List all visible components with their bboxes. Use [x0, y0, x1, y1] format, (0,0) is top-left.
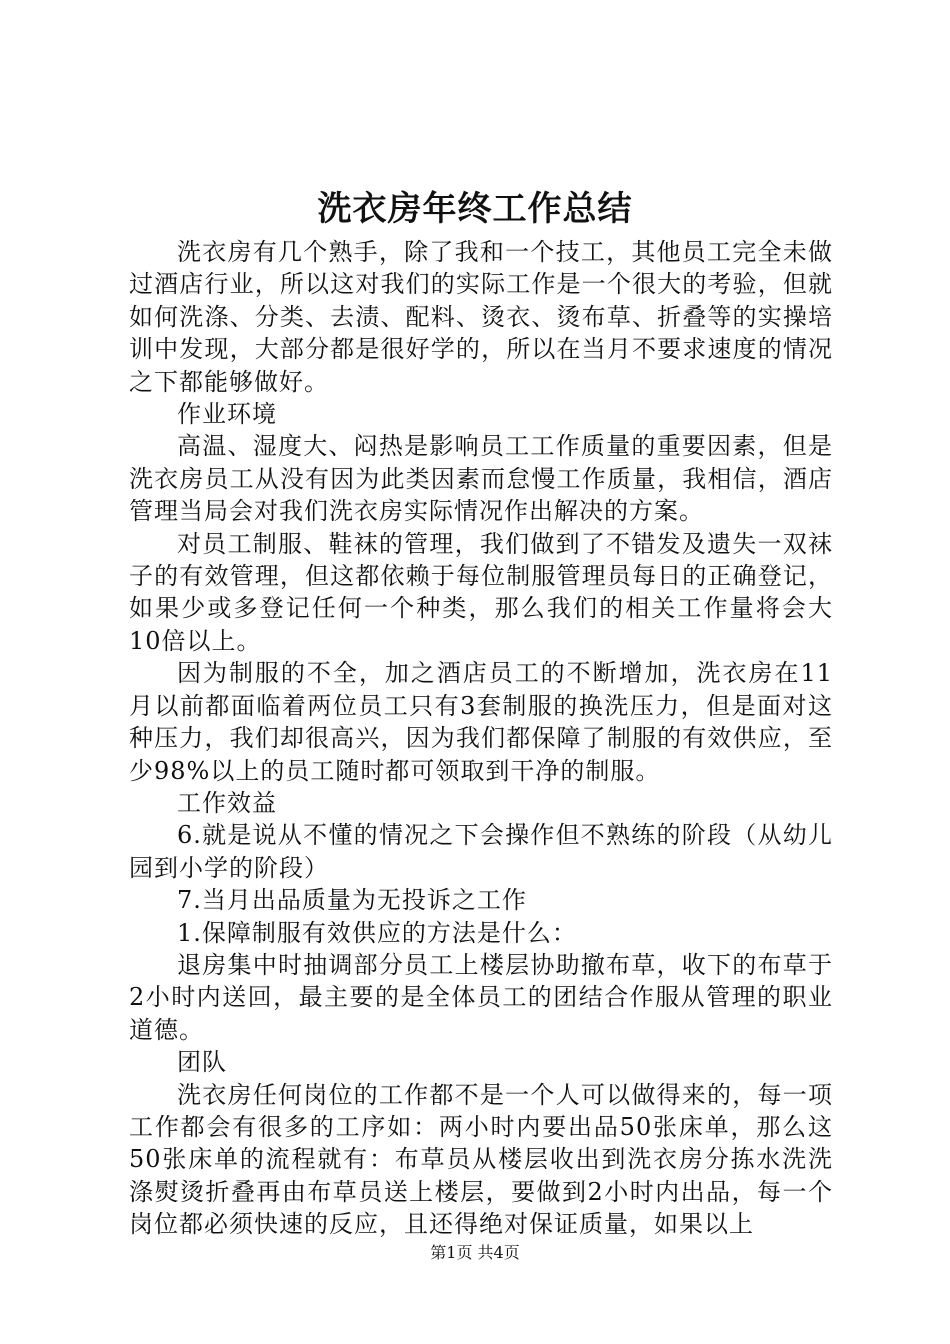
- section-heading-benefits: 工作效益: [177, 788, 277, 817]
- paragraph-environment: 高温、湿度大、闷热是影响员工工作质量的重要因素，但是洗衣房员工从没有因为此类因素而怠慢工作质量，我相信，酒店管理当局会对我们洗衣房实际情况作出解决的方案。: [129, 432, 833, 526]
- list-item-6: 6.就是说从不懂的情况之下会操作但不熟练的阶段（从幼儿园到小学的阶段）: [129, 821, 833, 882]
- document-title: 洗衣房年终工作总结: [317, 189, 633, 229]
- paragraph-checkout: 退房集中时抽调部分员工上楼层协助撤布草，收下的布草于2小时内送回，最主要的是全体员工的团结合作服从管理的职业道德。: [129, 950, 833, 1044]
- list-item-1: 1.保障制服有效供应的方法是什么：: [177, 918, 577, 947]
- document-body: [129, 236, 833, 1241]
- paragraph-uniform-supply: 因为制服的不全，加之酒店员工的不断增加，洗衣房在11月以前都面临着两位员工只有3套制服的换洗压力，但是面对这种压力，我们却很高兴，因为我们都保障了制服的有效供应，至少98%以上的员工随时都可领取到干净的制服。: [129, 659, 833, 785]
- paragraph-intro: 洗衣房有几个熟手，除了我和一个技工，其他员工完全未做过酒店行业，所以这对我们的实际工作是一个很大的考验，但就如何洗涤、分类、去渍、配料、烫衣、烫布草、折叠等的实操培训中发现，大部分都是很好学的，所以在当月不要求速度的情况之下都能够做好。: [129, 238, 833, 396]
- paragraph-uniform-management: 对员工制服、鞋袜的管理，我们做到了不错发及遗失一双袜子的有效管理，但这都依赖于每位制服管理员每日的正确登记，如果少或多登记任何一个种类，那么我们的相关工作量将会大10倍以上。: [129, 529, 833, 655]
- paragraph-team: 洗衣房任何岗位的工作都不是一个人可以做得来的，每一项工作都会有很多的工序如：两小时内要出品50张床单，那么这50张床单的流程就有：布草员从楼层收出到洗衣房分拣水洗洗涤熨烫折叠再由布草员送上楼层，要做到2小时内出品，每一个岗位都必须快速的反应，且还得绝对保证质量，如果以上: [129, 1080, 833, 1239]
- list-item-7: 7.当月出品质量为无投诉之工作: [177, 886, 527, 915]
- section-heading-team: 团队: [177, 1048, 227, 1077]
- page-footer: 第1页 共4页: [430, 1243, 520, 1262]
- section-heading-environment: 作业环境: [177, 400, 277, 429]
